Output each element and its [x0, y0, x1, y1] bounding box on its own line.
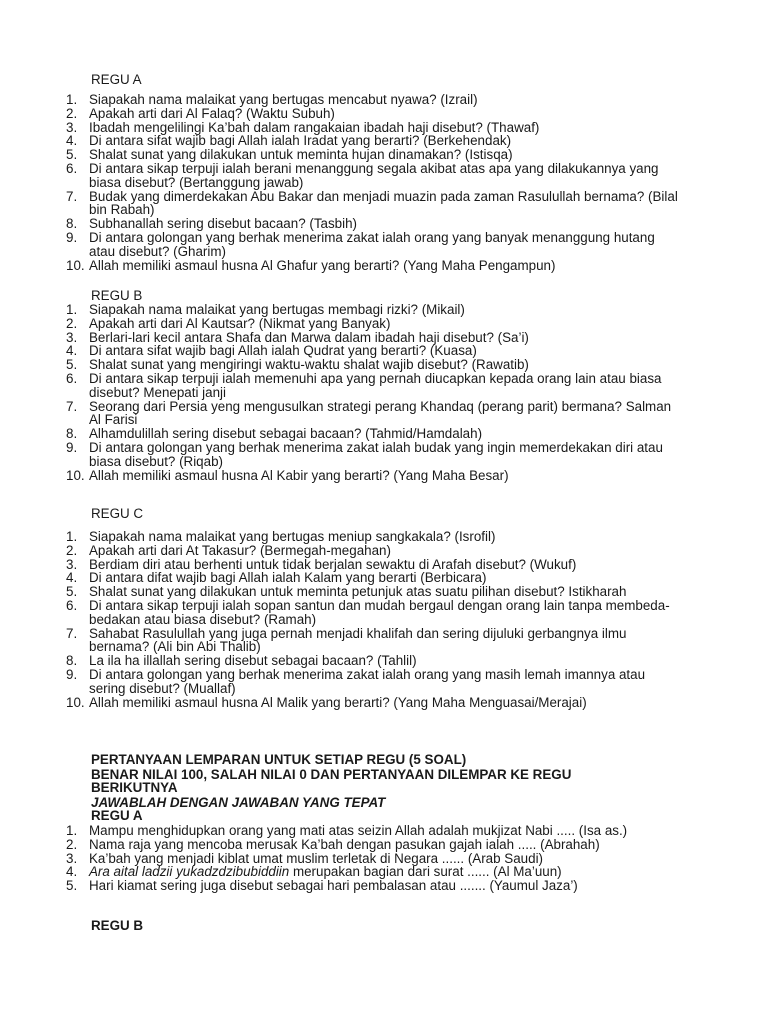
question-text: Di antara golongan yang berhak menerima zakat ialah orang yang banyak menanggung hutang atau disebut? (Gharim): [89, 229, 655, 259]
question-number: 2.: [66, 105, 78, 121]
question-number: 3.: [66, 119, 78, 135]
question-text: Hari kiamat sering juga disebut sebagai hari pembalasan atau ....... (Yaumul Jaza’): [89, 878, 578, 894]
regu-b-heading: REGU B: [91, 288, 143, 303]
question-text: Alhamdulillah sering disebut sebagai bacaan? (Tahmid/Hamdalah): [89, 426, 483, 442]
question-number: 8.: [66, 653, 78, 669]
lemparan-rules: BENAR NILAI 100, SALAH NILAI 0 DAN PERTANYAAN DILEMPAR KE REGU BERIKUTNYA: [91, 767, 572, 795]
question-text: Di antara sifat wajib bagi Allah ialah Qudrat yang berarti? (Kuasa): [89, 343, 477, 359]
question-item: [0, 668, 768, 696]
question-text: Di antara golongan yang berhak menerima zakat ialah budak yang ingin memerdekakan diri atau biasa disebut? (Riqab): [89, 439, 663, 469]
question-text: Berdiam diri atau berhenti untuk tidak berjalan sewaktu di Arafah disebut? (Wukuf): [89, 556, 577, 572]
question-number: 2.: [66, 542, 78, 558]
question-number: 4.: [66, 570, 78, 586]
question-text: Allah memiliki asmaul husna Al Kabir yang berarti? (Yang Maha Besar): [89, 467, 509, 483]
question-item: [0, 441, 768, 469]
question-item: [0, 627, 768, 655]
question-item: [0, 400, 768, 428]
question-item: [0, 469, 768, 483]
question-number: 5.: [66, 584, 78, 600]
question-number: 4.: [66, 864, 78, 880]
question-text: Budak yang dimerdekakan Abu Bakar dan menjadi muazin pada zaman Rasulullah bernama? (Bilal bin Rabah): [89, 188, 678, 218]
question-item: [0, 599, 768, 627]
question-item: [0, 303, 768, 317]
question-text: Siapakah nama malaikat yang bertugas mencabut nyawa? (Izrail): [89, 92, 478, 107]
question-item: [0, 231, 768, 259]
question-item: [0, 217, 768, 231]
question-number: 5.: [66, 147, 78, 163]
question-item: [0, 558, 768, 572]
question-text: Shalat sunat yang dilakukan untuk meminta petunjuk atas suatu pilihan disebut? Istikharah: [89, 584, 627, 600]
question-text: Ibadah mengelilingi Ka’bah dalam rangakaian ibadah haji disebut? (Thawaf): [89, 119, 540, 135]
question-number: 6.: [66, 597, 78, 613]
question-text: Berlari-lari kecil antara Shafa dan Marwa dalam ibadah haji disebut? (Sa’i): [89, 329, 529, 345]
question-text: Di antara sikap terpuji ialah berani menanggung segala akibat atas apa yang dilakukannya yang biasa disebut? (Bertanggung jawab): [89, 160, 659, 190]
question-number: 10.: [66, 257, 85, 273]
question-item: [0, 585, 768, 599]
question-item: [0, 107, 768, 121]
question-number: 6.: [66, 370, 78, 386]
question-item: [0, 259, 768, 273]
regu-a-question-list: [0, 93, 768, 272]
question-item: [0, 121, 768, 135]
question-number: 7.: [66, 398, 78, 414]
question-number: 9.: [66, 666, 78, 682]
question-text: Nama raja yang mencoba merusak Ka’bah dengan pasukan gajah ialah ..... (Abrahah): [89, 836, 600, 852]
lemparan-question-list: [0, 824, 768, 893]
question-item: [0, 162, 768, 190]
question-item: [0, 317, 768, 331]
question-item: [0, 148, 768, 162]
question-number: 4.: [66, 133, 78, 149]
regu-a-heading: REGU A: [91, 72, 142, 87]
question-text: Di antara sikap terpuji ialah memenuhi apa yang pernah diucapkan kepada orang lain atau biasa disebut? Menepati janji: [89, 370, 662, 400]
question-number: 6.: [66, 160, 78, 176]
question-item: [0, 344, 768, 358]
regu-c-heading: REGU C: [91, 506, 144, 521]
question-number: 8.: [66, 426, 78, 442]
question-number: 10.: [66, 694, 85, 710]
question-text: [89, 865, 684, 879]
question-text: Ka’bah yang menjadi kiblat umat muslim terletak di Negara ...... (Arab Saudi): [89, 850, 544, 866]
question-text: Siapakah nama malaikat yang bertugas membagi rizki? (Mikail): [89, 302, 465, 317]
question-item: [0, 190, 768, 218]
question-number: 5.: [66, 878, 78, 894]
regu-c-question-list: [0, 530, 768, 709]
question-text: Seorang dari Persia yeng mengusulkan strategi perang Khandaq (perang parit) bermana? Salman Al Farisi: [89, 398, 672, 428]
question-number: 9.: [66, 229, 78, 245]
question-item: [0, 824, 768, 838]
question-item: [0, 696, 768, 710]
lemparan-heading: PERTANYAAN LEMPARAN UNTUK SETIAP REGU (5 SOAL): [91, 752, 467, 767]
question-text: Di antara difat wajib bagi Allah ialah Kalam yang berarti (Berbicara): [89, 570, 487, 586]
question-text: Sahabat Rasulullah yang juga pernah menjadi khalifah dan sering dijuluki gerbangnya ilmu bernama? (Ali bin Abi Thalib): [89, 625, 627, 655]
question-text: Di antara sifat wajib bagi Allah ialah Iradat yang berarti? (Berkehendak): [89, 133, 512, 149]
question-text: Siapakah nama malaikat yang bertugas meniup sangkakala? (Isrofil): [89, 529, 496, 544]
question-item: [0, 571, 768, 585]
question-number: 1.: [66, 823, 78, 838]
question-number: 2.: [66, 315, 78, 331]
question-text: Apakah arti dari Al Kautsar? (Nikmat yang Banyak): [89, 315, 391, 331]
question-item: [0, 530, 768, 544]
question-item: [0, 852, 768, 866]
question-text: Mampu menghidupkan orang yang mati atas seizin Allah adalah mukjizat Nabi ..... (Isa as.): [89, 823, 628, 838]
question-number: 1.: [66, 529, 78, 544]
lemparan-regu-a-heading: REGU A: [91, 808, 143, 823]
question-rest-text: merupakan bagian dari surat ...... (Al Ma’uun): [289, 864, 562, 880]
question-item: [0, 134, 768, 148]
question-text: Di antara sikap terpuji ialah sopan santun dan mudah bergaul dengan orang lain tanpa membeda-bedakan atau biasa disebut? (Ramah): [89, 597, 670, 627]
question-text: Apakah arti dari Al Falaq? (Waktu Subuh): [89, 105, 335, 121]
regu-b-question-list: [0, 303, 768, 482]
question-item: [0, 838, 768, 852]
question-number: 10.: [66, 467, 85, 483]
question-item: [0, 427, 768, 441]
question-item: [0, 358, 768, 372]
question-number: 8.: [66, 216, 78, 232]
question-number: 3.: [66, 850, 78, 866]
question-text: Allah memiliki asmaul husna Al Malik yang berarti? (Yang Maha Menguasai/Merajai): [89, 694, 587, 710]
question-item: [0, 331, 768, 345]
question-item: [0, 879, 768, 893]
question-text: Subhanallah sering disebut bacaan? (Tasbih): [89, 216, 357, 232]
question-text: Allah memiliki asmaul husna Al Ghafur yang berarti? (Yang Maha Pengampun): [89, 257, 556, 273]
question-number: 9.: [66, 439, 78, 455]
question-number: 2.: [66, 836, 78, 852]
question-number: 4.: [66, 343, 78, 359]
question-item: [0, 654, 768, 668]
question-number: 7.: [66, 625, 78, 641]
lemparan-regu-b-heading: REGU B: [91, 918, 144, 933]
question-text: Di antara golongan yang berhak menerima zakat ialah orang yang masih lemah imannya atau sering disebut? (Muallaf): [89, 666, 646, 696]
question-number: 1.: [66, 92, 78, 107]
question-number: 5.: [66, 357, 78, 373]
question-italic-text: Ara aital ladzii yukadzdzibubiddiin: [89, 864, 290, 880]
question-item: [0, 93, 768, 107]
question-number: 3.: [66, 329, 78, 345]
question-text: Apakah arti dari At Takasur? (Bermegah-megahan): [89, 542, 391, 558]
lemparan-instruction: JAWABLAH DENGAN JAWABAN YANG TEPAT: [91, 795, 386, 810]
question-number: 3.: [66, 556, 78, 572]
question-text: Shalat sunat yang dilakukan untuk meminta hujan dinamakan? (Istisqa): [89, 147, 513, 163]
question-item: [0, 372, 768, 400]
question-text: La ila ha illallah sering disebut sebagai bacaan? (Tahlil): [89, 653, 417, 669]
question-item: [0, 865, 768, 879]
question-item: [0, 544, 768, 558]
question-text: Shalat sunat yang mengiringi waktu-waktu shalat wajib disebut? (Rawatib): [89, 357, 529, 373]
question-number: 7.: [66, 188, 78, 204]
question-number: 1.: [66, 302, 78, 317]
